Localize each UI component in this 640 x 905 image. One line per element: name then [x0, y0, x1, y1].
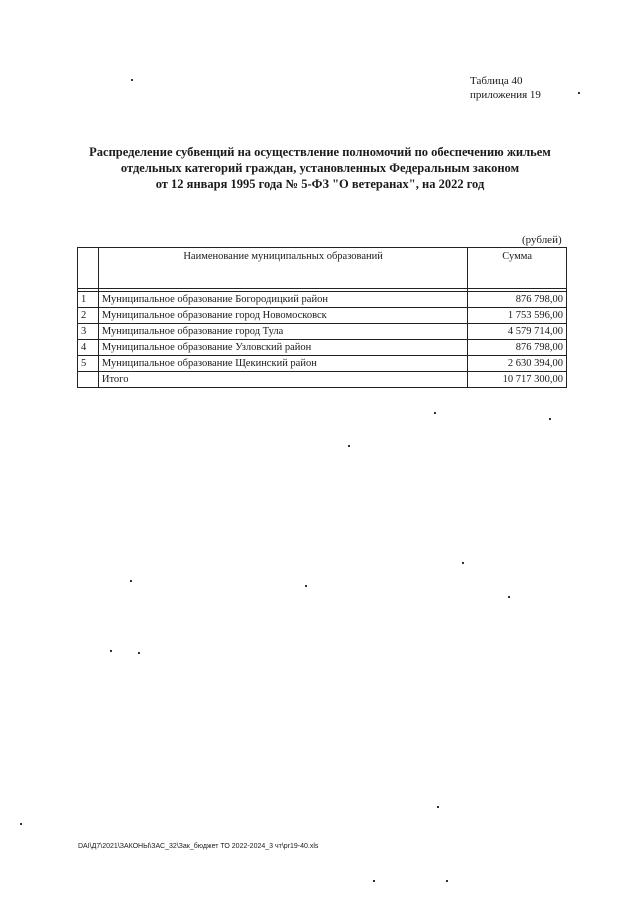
scan-speck	[437, 806, 439, 808]
scan-speck	[131, 79, 133, 81]
table-reference	[470, 74, 541, 102]
row-name: Муниципальное образование Щекинский район	[98, 356, 467, 372]
subsidy-table	[77, 247, 567, 388]
title-line-2: отдельных категорий граждан, установленных Федеральным законом	[120, 161, 520, 175]
row-name: Муниципальное образование Богородицкий район	[98, 292, 467, 308]
file-path-footer: DAI\Д7\2021\ЗАКОНЫ\ЗАС_32\Зак_бюджет ТО 2022-2024_3 чт\pr19-40.xls	[78, 843, 319, 850]
table-row	[78, 292, 567, 308]
scan-speck	[373, 880, 375, 882]
appendix-label: приложения 19	[470, 89, 541, 101]
table-row	[78, 324, 567, 340]
scan-speck	[462, 562, 464, 564]
row-num: 5	[78, 356, 99, 372]
table-row	[78, 340, 567, 356]
row-name: Муниципальное образование город Новомосковск	[98, 308, 467, 324]
row-num: 3	[78, 324, 99, 340]
scan-speck	[138, 652, 140, 654]
table-row	[78, 308, 567, 324]
header-num-cell	[78, 248, 99, 289]
total-num-cell	[78, 372, 99, 388]
scan-speck	[110, 650, 112, 652]
scan-speck	[508, 596, 510, 598]
row-sum: 4 579 714,00	[468, 324, 567, 340]
scan-speck	[434, 412, 436, 414]
scan-speck	[20, 823, 22, 825]
title-line-1: Распределение субвенций на осуществление полномочий по обеспечению жильем	[89, 145, 551, 159]
row-sum: 1 753 596,00	[468, 308, 567, 324]
row-num: 1	[78, 292, 99, 308]
header-sum-cell: Сумма	[468, 248, 567, 289]
table-header-row	[78, 248, 567, 289]
units-label: (рублей)	[522, 234, 562, 246]
total-label: Итого	[98, 372, 467, 388]
title-line-3: от 12 января 1995 года № 5-ФЗ "О ветеранах", на 2022 год	[155, 177, 485, 191]
scan-speck	[549, 418, 551, 420]
row-sum: 876 798,00	[468, 340, 567, 356]
row-sum: 2 630 394,00	[468, 356, 567, 372]
total-sum: 10 717 300,00	[468, 372, 567, 388]
row-num: 2	[78, 308, 99, 324]
header-name-cell: Наименование муниципальных образований	[98, 248, 467, 289]
row-name: Муниципальное образование Узловский район	[98, 340, 467, 356]
document-title	[40, 144, 600, 192]
row-name: Муниципальное образование город Тула	[98, 324, 467, 340]
scan-speck	[130, 580, 132, 582]
row-sum: 876 798,00	[468, 292, 567, 308]
scan-speck	[305, 585, 307, 587]
row-num: 4	[78, 340, 99, 356]
table-number-label: Таблица 40	[470, 75, 523, 87]
table-total-row	[78, 372, 567, 388]
scan-speck	[446, 880, 448, 882]
scan-speck	[348, 445, 350, 447]
scan-speck	[578, 92, 580, 94]
table-row	[78, 356, 567, 372]
